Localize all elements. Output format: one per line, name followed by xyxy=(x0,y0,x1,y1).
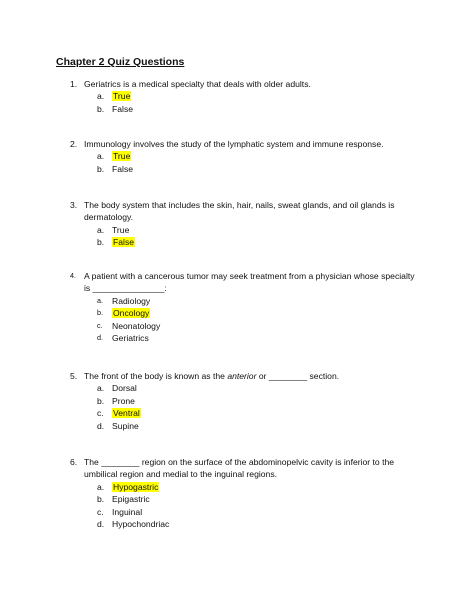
option-label: a. xyxy=(97,481,105,492)
answer-option xyxy=(70,395,420,408)
option-label: c. xyxy=(97,408,104,419)
option-label: b. xyxy=(97,103,105,114)
option-text-highlighted: True xyxy=(113,151,131,162)
question-text: A patient with a cancerous tumor may seek treatment from a physician whose specialty xyxy=(84,271,415,281)
option-label: b. xyxy=(97,494,105,505)
option-text: Prone xyxy=(112,395,135,406)
option-label: a. xyxy=(97,295,103,305)
answer-options xyxy=(70,295,420,345)
answer-options xyxy=(70,224,420,249)
answer-option xyxy=(70,420,420,433)
answer-option xyxy=(70,163,420,176)
answer-option xyxy=(70,236,420,249)
option-label: a. xyxy=(97,151,105,162)
option-label: d. xyxy=(97,333,103,343)
answer-option xyxy=(70,224,420,237)
option-text: False xyxy=(112,103,134,114)
question-2 xyxy=(70,138,420,175)
answer-options xyxy=(70,150,420,175)
question-4 xyxy=(70,270,420,345)
question-text-before: The front of the body is known as the xyxy=(84,371,228,381)
question-text-continued: is _______________: xyxy=(84,283,167,294)
answer-option xyxy=(70,506,420,519)
option-label: c. xyxy=(97,506,104,517)
option-text: Dorsal xyxy=(112,383,137,394)
question-number: 2. xyxy=(70,139,78,149)
answer-option xyxy=(70,295,420,308)
option-text-highlighted: Ventral xyxy=(113,408,140,419)
answer-option xyxy=(70,150,420,163)
question-text-after: or ________ section. xyxy=(256,371,340,381)
option-label: b. xyxy=(97,163,105,174)
option-text-highlighted: Hypogastric xyxy=(113,481,159,492)
question-text-continued: dermatology. xyxy=(84,212,134,223)
question-number: 1. xyxy=(70,79,78,89)
question-text: The ________ region on the surface of the abdominopelvic cavity is inferior to the xyxy=(84,457,395,467)
option-text-highlighted: False xyxy=(113,237,135,248)
option-text: Hypochondriac xyxy=(112,519,170,530)
option-text: Epigastric xyxy=(112,494,150,505)
question-text: Geriatrics is a medical specialty that deals with older adults. xyxy=(84,79,311,89)
question-number: 3. xyxy=(70,200,78,210)
option-label: a. xyxy=(97,383,105,394)
answer-option xyxy=(70,90,420,103)
answer-option xyxy=(70,103,420,116)
option-label: b. xyxy=(97,308,103,318)
option-label: b. xyxy=(97,237,105,248)
option-text: True xyxy=(112,224,130,235)
option-label: b. xyxy=(97,395,105,406)
option-text-highlighted: Oncology xyxy=(113,308,150,319)
option-text: Neonatology xyxy=(112,320,161,331)
question-1 xyxy=(70,78,420,115)
option-text: False xyxy=(112,163,134,174)
option-label: a. xyxy=(97,91,105,102)
question-number: 5. xyxy=(70,371,78,381)
answer-option xyxy=(70,518,420,531)
option-label: a. xyxy=(97,224,105,235)
question-text: The body system that includes the skin, hair, nails, sweat glands, and oil glands is xyxy=(84,200,395,210)
option-text: Inguinal xyxy=(112,506,143,517)
answer-option xyxy=(70,493,420,506)
answer-option xyxy=(70,307,420,320)
option-text: Radiology xyxy=(112,295,151,306)
answer-options xyxy=(70,382,420,432)
answer-option xyxy=(70,481,420,494)
answer-option xyxy=(70,332,420,345)
option-label: d. xyxy=(97,421,105,432)
answer-option xyxy=(70,320,420,333)
question-number: 6. xyxy=(70,457,78,467)
question-6 xyxy=(70,456,420,531)
page-title: Chapter 2 Quiz Questions xyxy=(56,56,185,68)
question-text-italic: anterior xyxy=(227,371,257,381)
answer-option xyxy=(70,382,420,395)
answer-option xyxy=(70,407,420,420)
answer-options xyxy=(70,90,420,115)
question-text: Immunology involves the study of the lymphatic system and immune response. xyxy=(84,139,384,149)
option-text: Geriatrics xyxy=(112,333,149,344)
question-number: 4. xyxy=(70,271,76,280)
option-label: d. xyxy=(97,519,105,530)
option-text: Supine xyxy=(112,421,139,432)
option-text-highlighted: True xyxy=(113,91,131,102)
question-text-continued: umbilical region and medial to the inguinal regions. xyxy=(84,469,277,480)
question-5 xyxy=(70,370,420,433)
question-3 xyxy=(70,199,420,249)
option-label: c. xyxy=(97,320,103,330)
answer-options xyxy=(70,481,420,531)
